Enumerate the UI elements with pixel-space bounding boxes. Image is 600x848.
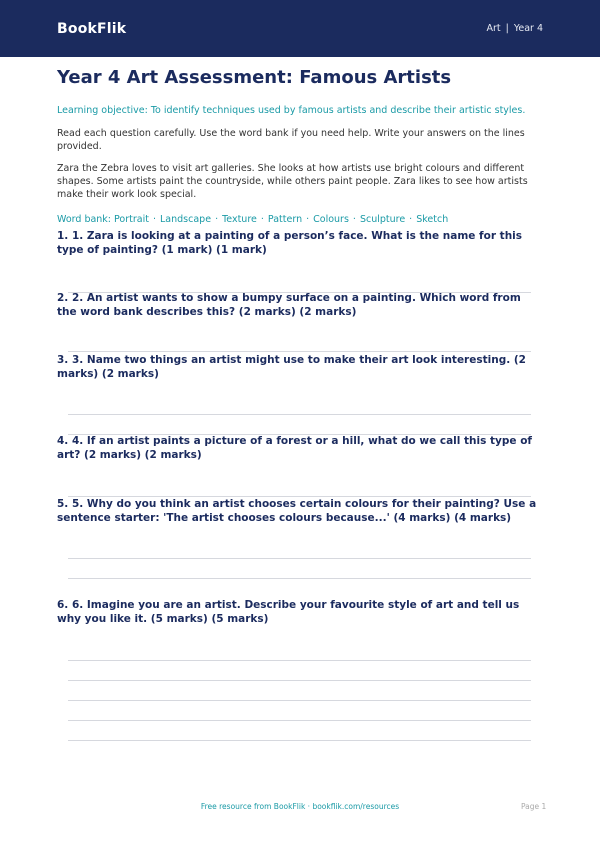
answer-line[interactable]: [68, 351, 531, 352]
breadcrumb-separator: |: [505, 23, 509, 34]
word-bank-word: Sculpture: [359, 214, 406, 225]
brand-logo[interactable]: BookFlik: [57, 20, 127, 37]
word-bank-word: Colours: [313, 214, 349, 225]
learning-objective: Learning objective: To identify techniques used by famous artists and describe their artistic styles.: [57, 105, 526, 116]
word-bank-label: Word bank:: [57, 214, 112, 225]
instructions: Read each question carefully. Use the word bank if you need help. Write your answers on the lines provided.: [57, 128, 525, 152]
answer-line[interactable]: [68, 578, 531, 579]
word-bank-word: Sketch: [416, 214, 449, 225]
question-1: 1. 1. Zara is looking at a painting of a person’s face. What is the name for this type of painting? (1 mark) (1 mark): [57, 230, 523, 256]
breadcrumb-subject[interactable]: Art: [486, 23, 501, 34]
answer-line[interactable]: [68, 660, 531, 661]
word-bank-word: Portrait: [114, 214, 149, 225]
story-paragraph: Zara the Zebra loves to visit art galleries. She looks at how artists use bright colours and different shapes. Some artists paint the countryside, while others paint people. Zara likes to see how artists make their work look special.: [57, 163, 528, 200]
word-bank-word: Texture: [222, 214, 257, 225]
question-2: 2. 2. An artist wants to show a bumpy surface on a painting. Which word from the word bank describes this? (2 marks) (2 marks): [57, 292, 521, 318]
question-6: 6. 6. Imagine you are an artist. Describe your favourite style of art and tell us why you like it. (5 marks) (5 marks): [57, 599, 520, 625]
question-5: 5. 5. Why do you think an artist chooses certain colours for their painting? Use a sentence starter: 'The artist chooses colours because...' (4 marks) (4 marks): [57, 498, 537, 524]
worksheet-body: [0, 57, 600, 226]
answer-line[interactable]: [68, 558, 531, 559]
footer-credit[interactable]: Free resource from BookFlik · bookflik.com/resources: [200, 802, 400, 811]
answer-line[interactable]: [68, 740, 531, 741]
answer-line[interactable]: [68, 414, 531, 415]
answer-line[interactable]: [68, 700, 531, 701]
breadcrumb-year[interactable]: Year 4: [513, 23, 543, 34]
word-bank-word: Pattern: [267, 214, 303, 225]
breadcrumb: [486, 23, 543, 34]
answer-line[interactable]: [68, 680, 531, 681]
page-title: Year 4 Art Assessment: Famous Artists: [57, 67, 452, 88]
word-bank-word: Landscape: [160, 214, 212, 225]
page-number: Page 1: [521, 802, 547, 811]
question-3: 3. 3. Name two things an artist might use to make their art look interesting. (2 marks) (2 marks): [57, 354, 526, 380]
word-bank: Word bank: Portrait · Landscape · Texture · Pattern · Colours · Sculpture · Sketch: [57, 214, 449, 225]
question-4: 4. 4. If an artist paints a picture of a forest or a hill, what do we call this type of art? (2 marks) (2 marks): [57, 435, 532, 461]
header-bar: [0, 0, 600, 57]
answer-line[interactable]: [68, 720, 531, 721]
